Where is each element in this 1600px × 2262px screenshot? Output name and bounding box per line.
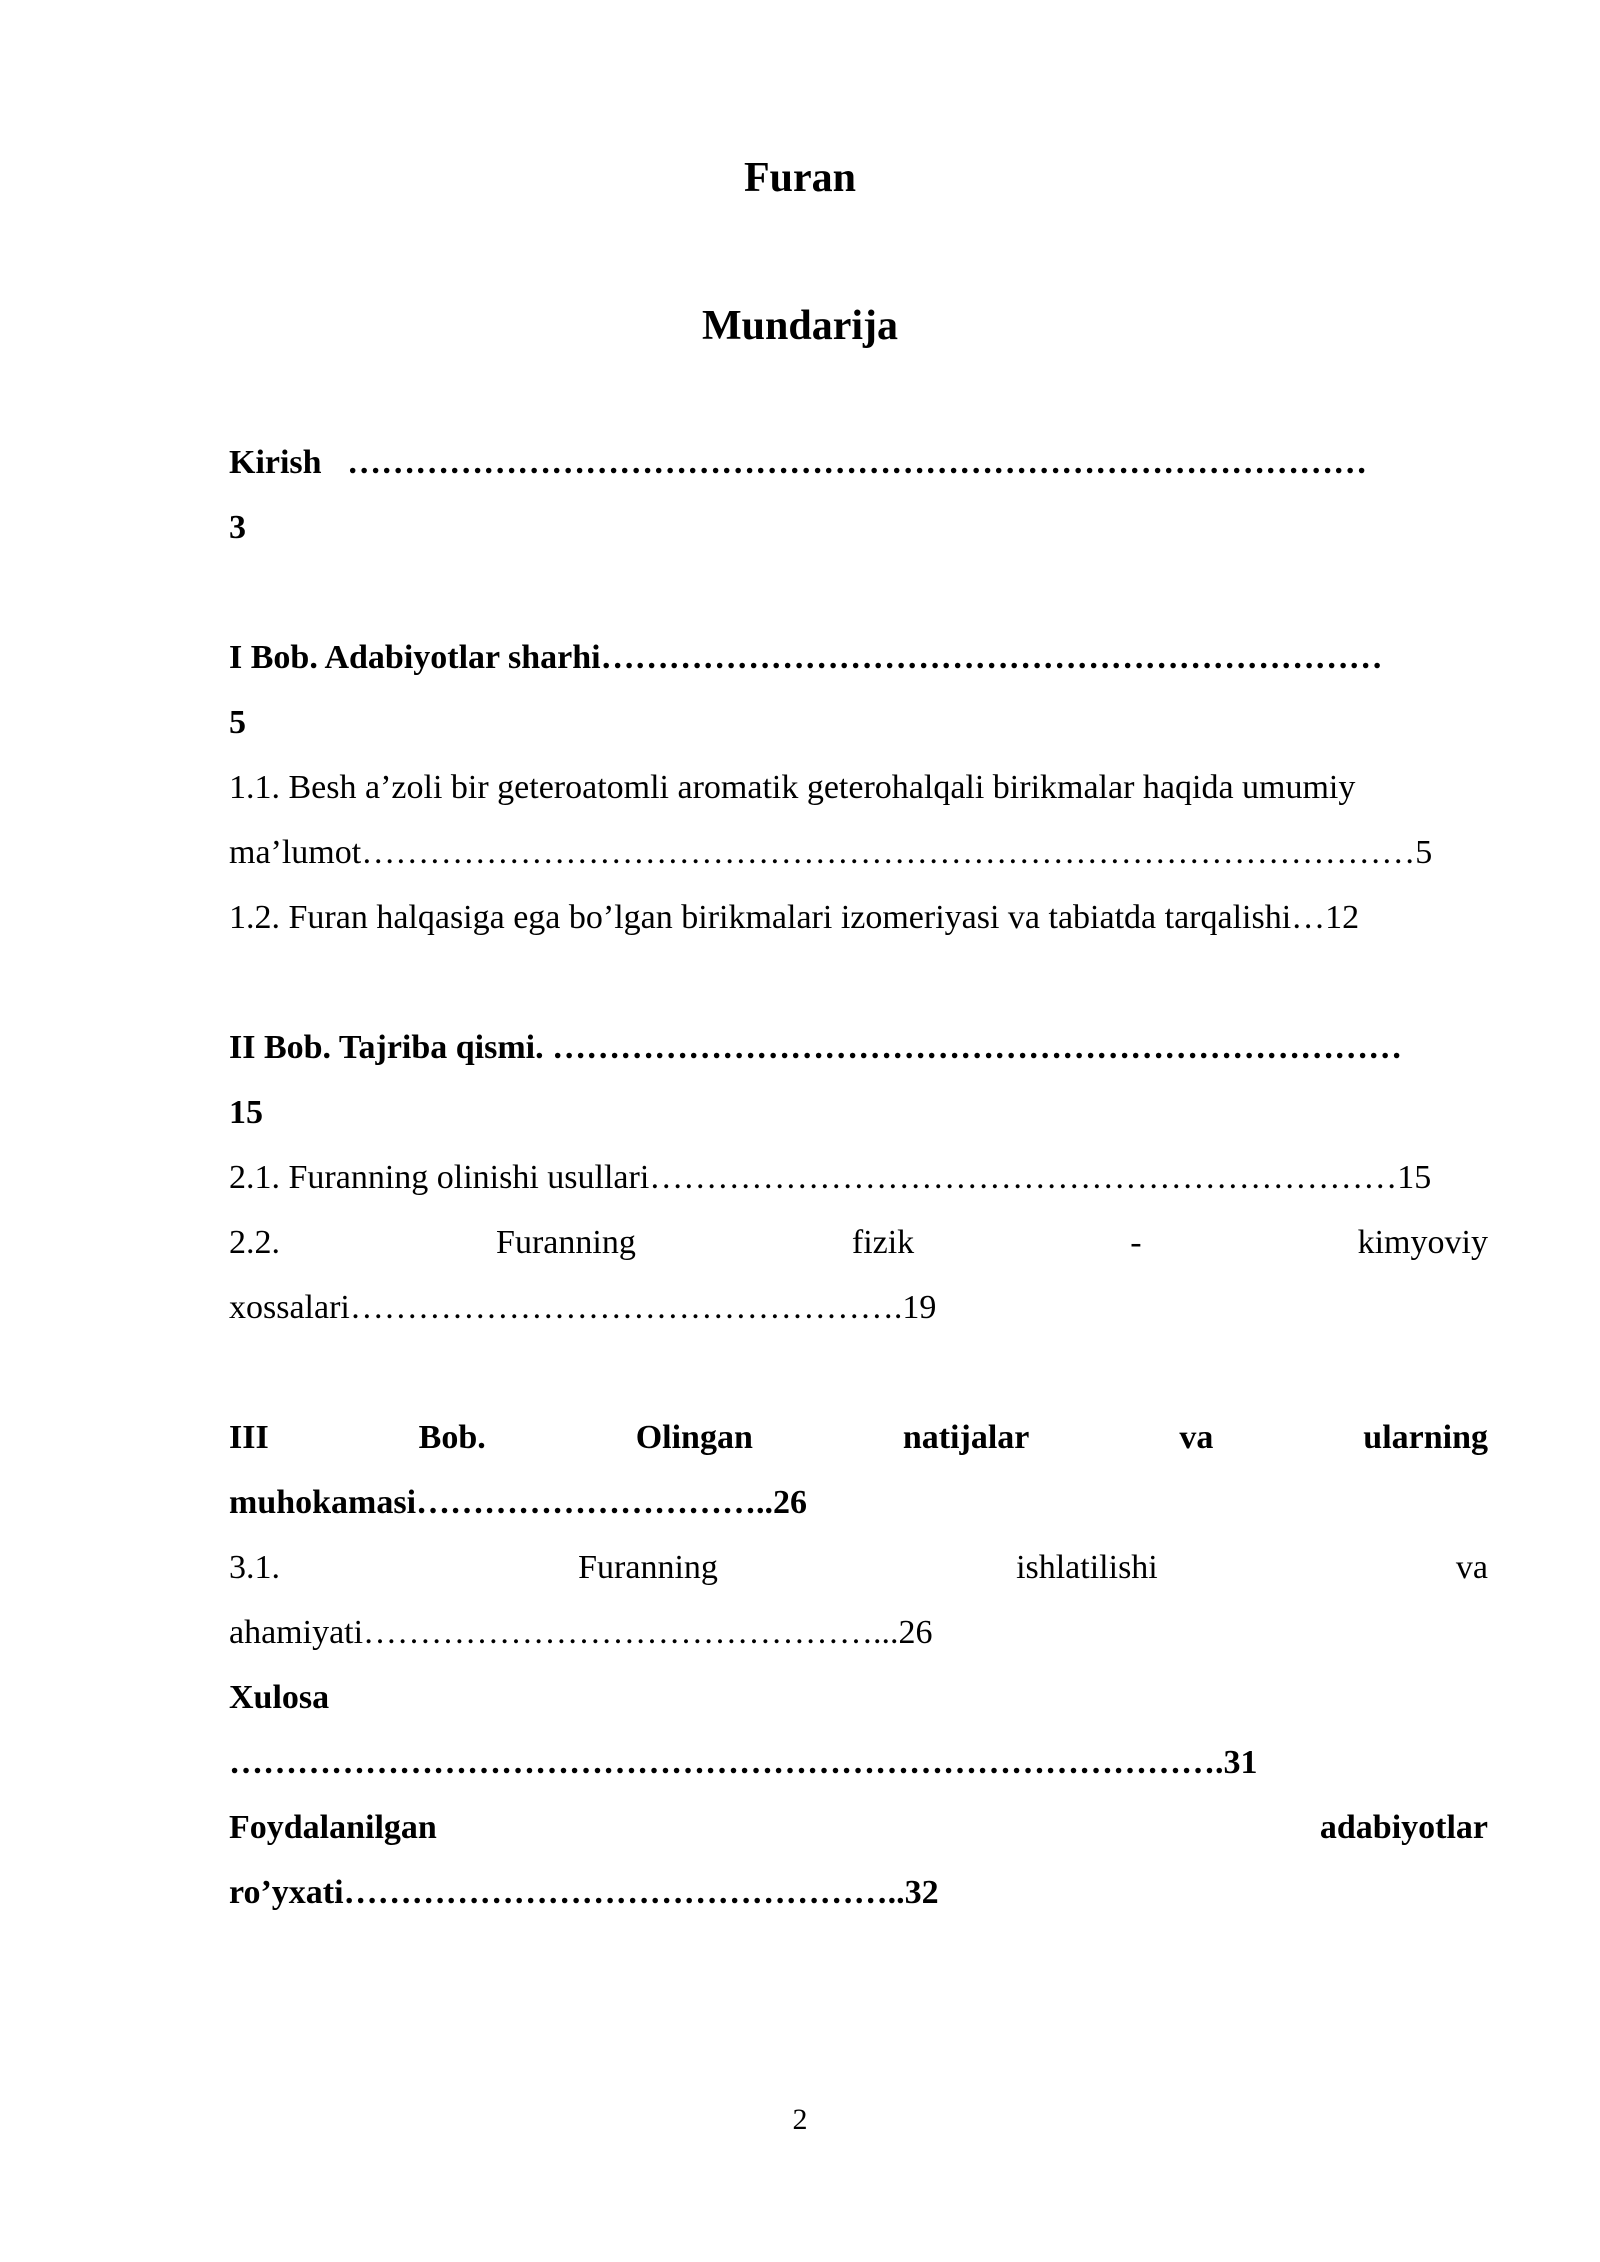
toc-entry-section-2-1[interactable]: 2.1. Furanning olinishi usullari…………………………………………………………15 (229, 1159, 1432, 1196)
document-title: Furan (743, 155, 856, 201)
toc-entry-page: 3 (229, 509, 246, 546)
toc-word: natijalar (902, 1419, 1030, 1456)
toc-word: 3.1. (229, 1549, 280, 1586)
toc-word: Foydalanilgan (229, 1809, 437, 1846)
toc-entry-page: 15 (229, 1094, 263, 1131)
toc-word: va (1179, 1419, 1214, 1456)
toc-word: kimyoviy (1357, 1224, 1488, 1261)
toc-word: Olingan (635, 1419, 753, 1456)
toc-entry-bob-3[interactable] (229, 1405, 1488, 1470)
toc-word: Furanning (578, 1549, 718, 1586)
toc-word: va (1455, 1549, 1488, 1586)
toc-entry-label: Kirish (229, 444, 322, 481)
page-number: 2 (792, 2103, 808, 2136)
toc-entry-section-3-1-continued[interactable]: ahamiyati………………………………………...26 (229, 1614, 933, 1651)
toc-word: adabiyotlar (1319, 1809, 1488, 1846)
toc-word: 2.2. (229, 1224, 280, 1261)
toc-entry-section-1-1[interactable]: 1.1. Besh a’zoli bir geteroatomli aromatik geterohalqali birikmalar haqida umumiy (229, 769, 1356, 806)
toc-entry-section-1-2[interactable]: 1.2. Furan halqasiga ega bo’lgan birikmalari izomeriyasi va tabiatda tarqalishi…12 (229, 899, 1360, 936)
toc-entry-section-3-1[interactable] (229, 1535, 1488, 1600)
toc-heading: Mundarija (701, 303, 898, 349)
toc-entry-bob-1[interactable]: I Bob. Adabiyotlar sharhi…………………………………………………………… (229, 639, 1383, 676)
toc-word: Bob. (418, 1419, 486, 1456)
toc-word: III (229, 1419, 269, 1456)
toc-entry-adabiyotlar-continued[interactable]: ro’yxati…………………………………………..32 (229, 1874, 939, 1911)
toc-word: - (1130, 1224, 1142, 1261)
toc-entry-bob-3-continued[interactable]: muhokamasi…………………………..26 (229, 1484, 808, 1521)
toc-entry-bob-2[interactable]: II Bob. Tajriba qismi. ………………………………………………………………… (229, 1029, 1403, 1066)
toc-entry-page: 5 (229, 704, 246, 741)
toc-entry-adabiyotlar[interactable] (229, 1795, 1488, 1860)
toc-entry-xulosa[interactable]: Xulosa (229, 1679, 330, 1716)
toc-entry-section-2-2-continued[interactable]: xossalari………………………………………….19 (229, 1289, 937, 1326)
toc-entry-kirish[interactable] (229, 430, 1488, 495)
toc-entry-xulosa-dots[interactable]: …………………………………………………………………………….31 (229, 1744, 1258, 1781)
toc-entry-section-2-2[interactable] (229, 1210, 1488, 1275)
toc-word: Furanning (496, 1224, 636, 1261)
toc-word: fizik (851, 1224, 915, 1261)
toc-word: ishlatilishi (1016, 1549, 1158, 1586)
toc-entry-section-1-1-continued[interactable]: ma’lumot…………………………………………………………………………………5 (229, 834, 1433, 871)
toc-word: ularning (1363, 1419, 1488, 1456)
toc-entry-dots: ……………………………………………………………………………… (347, 444, 1368, 481)
